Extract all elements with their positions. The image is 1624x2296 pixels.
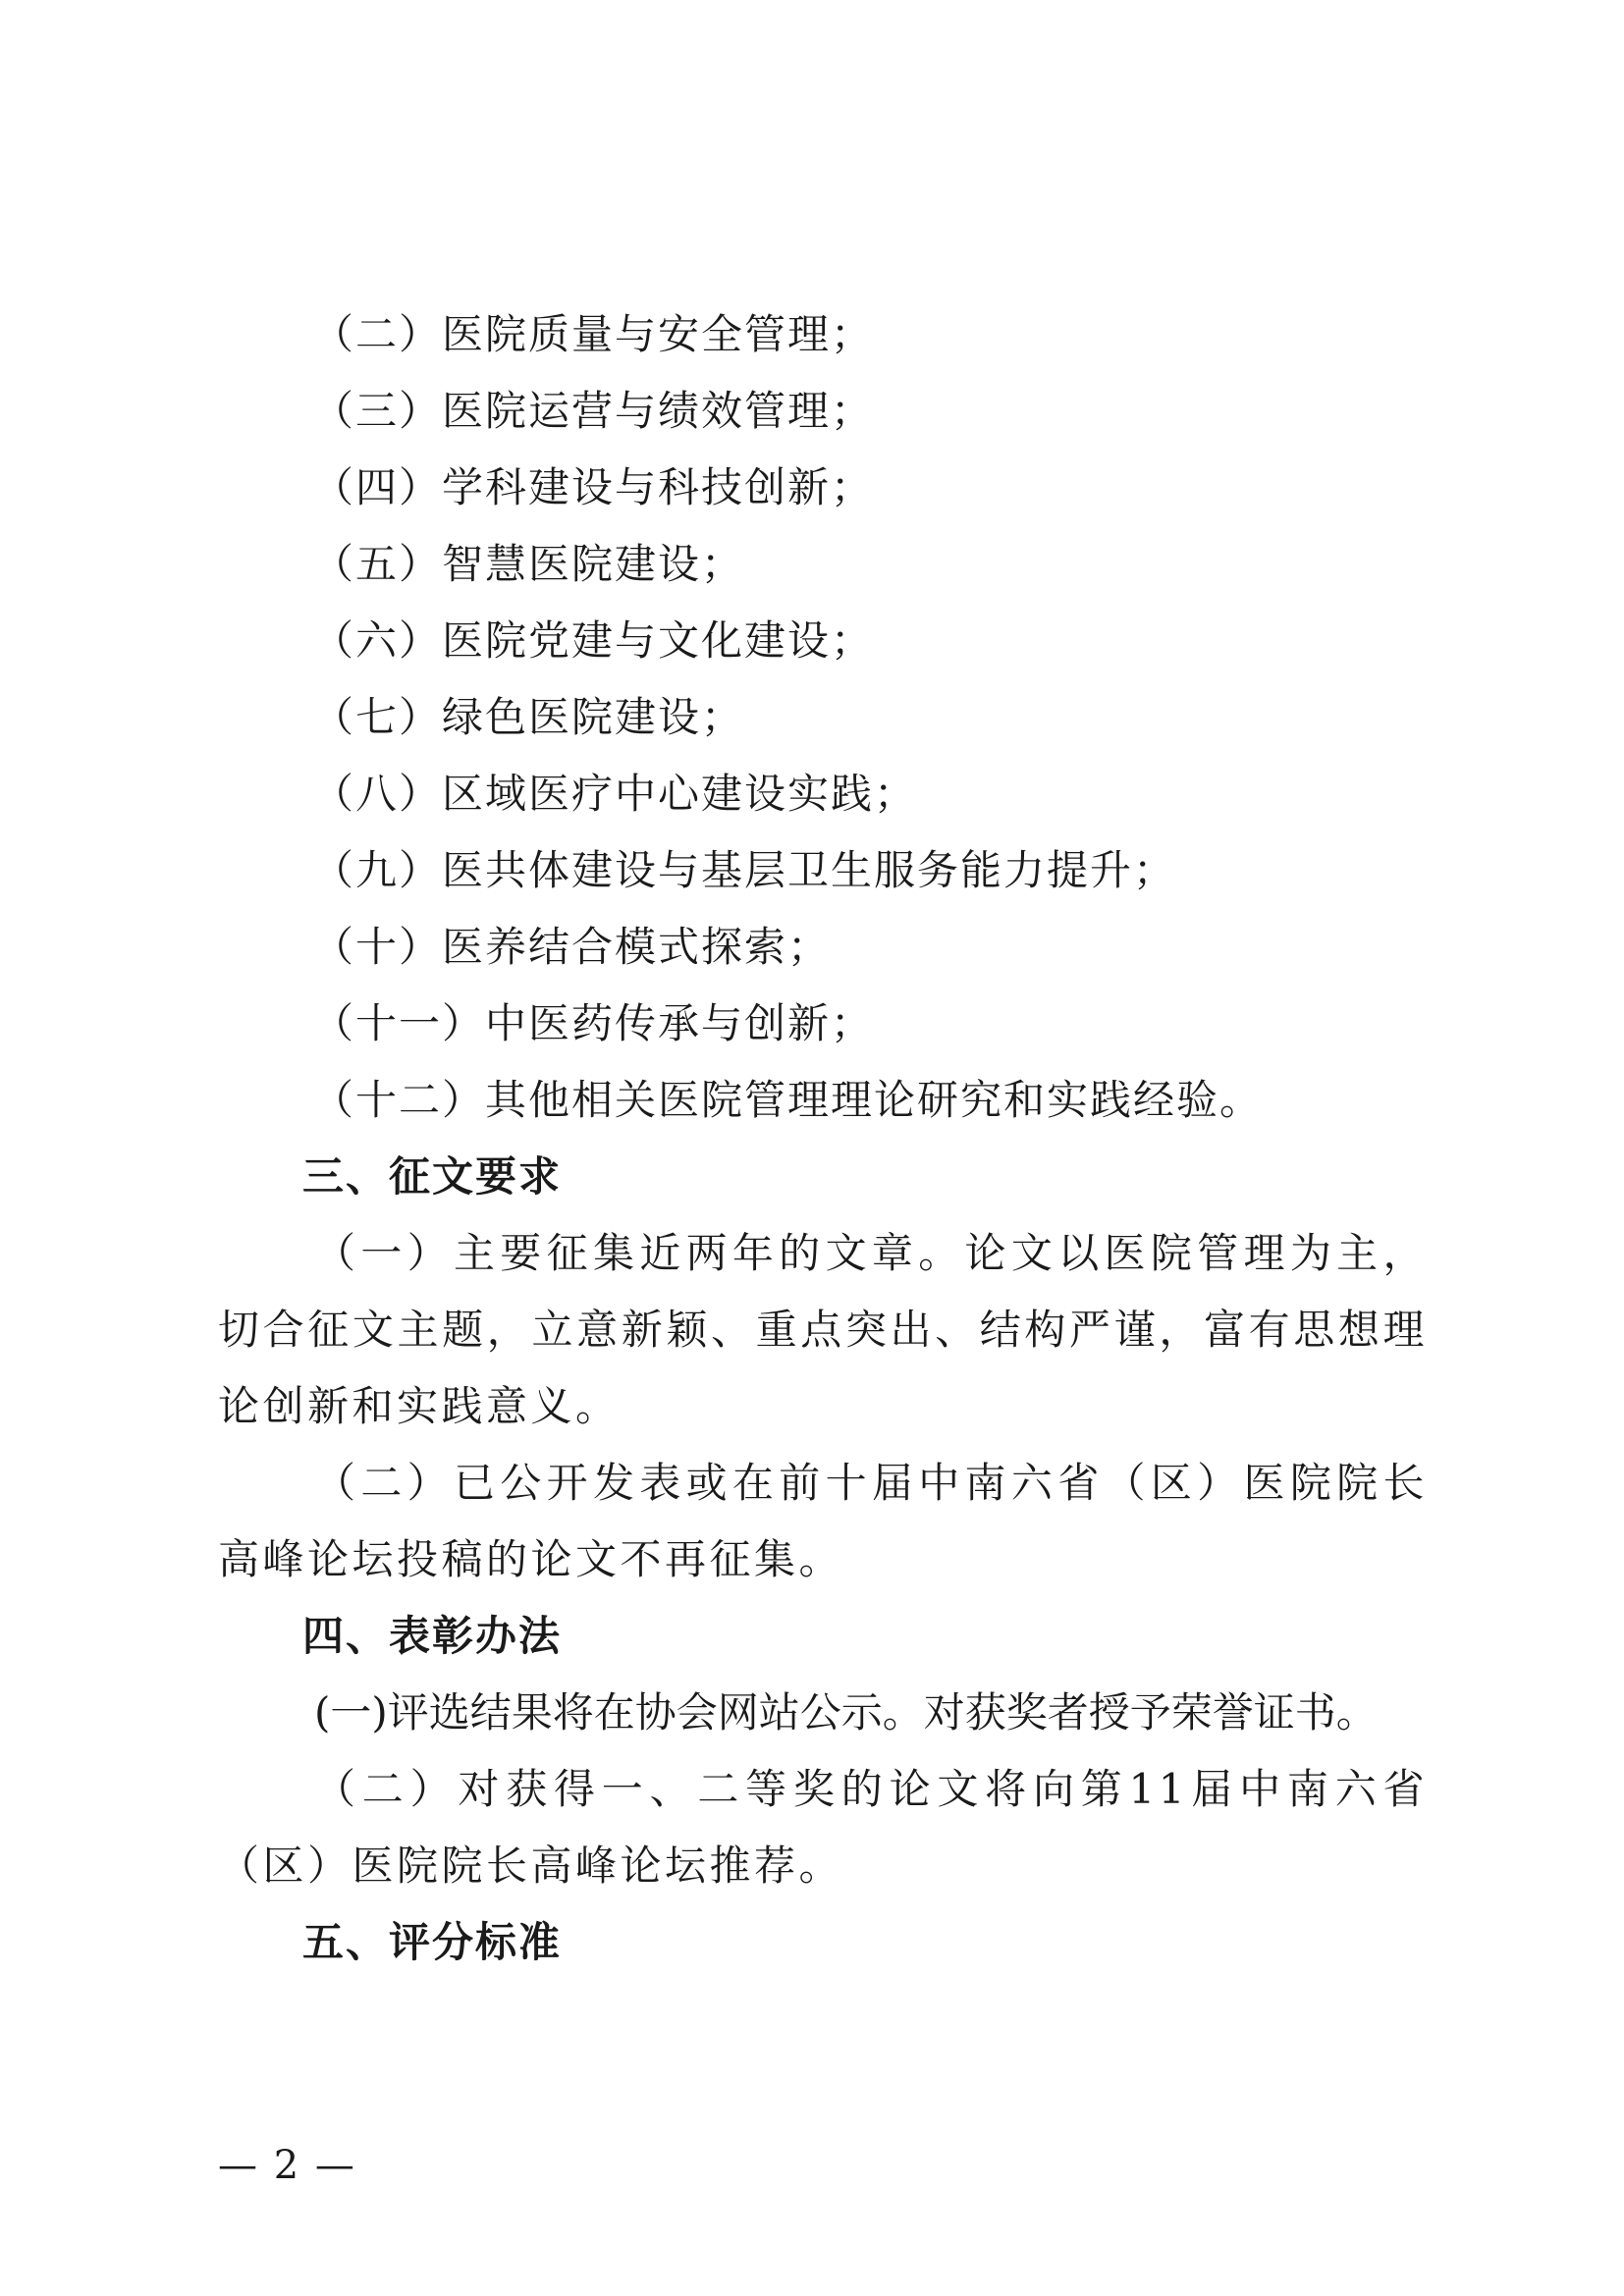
section-heading-scoring: 五、评分标准 — [302, 1918, 563, 1966]
paragraph-awards-1: (一)评选结果将在协会网站公示。对获奖者授予荣誉证书。 — [314, 1688, 1378, 1736]
list-item: （八）区域医疗中心建设实践； — [312, 770, 918, 818]
paragraph-requirements-1: （一）主要征集近两年的文章。论文以医院管理为主，切合征文主题，立意新颖、重点突出、结构严谨，富有思想理论创新和实践意义。 — [218, 1229, 1428, 1430]
list-item: （三）医院运营与绩效管理； — [312, 387, 875, 435]
section-heading-awards: 四、表彰办法 — [302, 1612, 563, 1660]
document-body — [218, 296, 1428, 1981]
list-item: （四）学科建设与科技创新； — [312, 463, 875, 511]
list-item: （七）绿色医院建设； — [312, 693, 745, 741]
list-item: （十二）其他相关医院管理理论研究和实践经验。 — [312, 1076, 1264, 1124]
paragraph-requirements-2: （二）已公开发表或在前十届中南六省（区）医院院长高峰论坛投稿的论文不再征集。 — [218, 1459, 1428, 1583]
page-number: — 2 — — [218, 2143, 356, 2188]
list-item: （九）医共体建设与基层卫生服务能力提升； — [312, 846, 1177, 894]
list-item: （五）智慧医院建设； — [312, 540, 745, 588]
list-item: （二）医院质量与安全管理； — [312, 310, 875, 358]
paragraph-awards-2: （二）对获得一、二等奖的论文将向第11届中南六省（区）医院院长高峰论坛推荐。 — [218, 1765, 1428, 1890]
list-item: （十一）中医药传承与创新； — [312, 999, 875, 1047]
list-item: （六）医院党建与文化建设； — [312, 616, 875, 665]
section-heading-requirements: 三、征文要求 — [302, 1152, 563, 1201]
list-item: （十）医养结合模式探索； — [312, 923, 832, 971]
